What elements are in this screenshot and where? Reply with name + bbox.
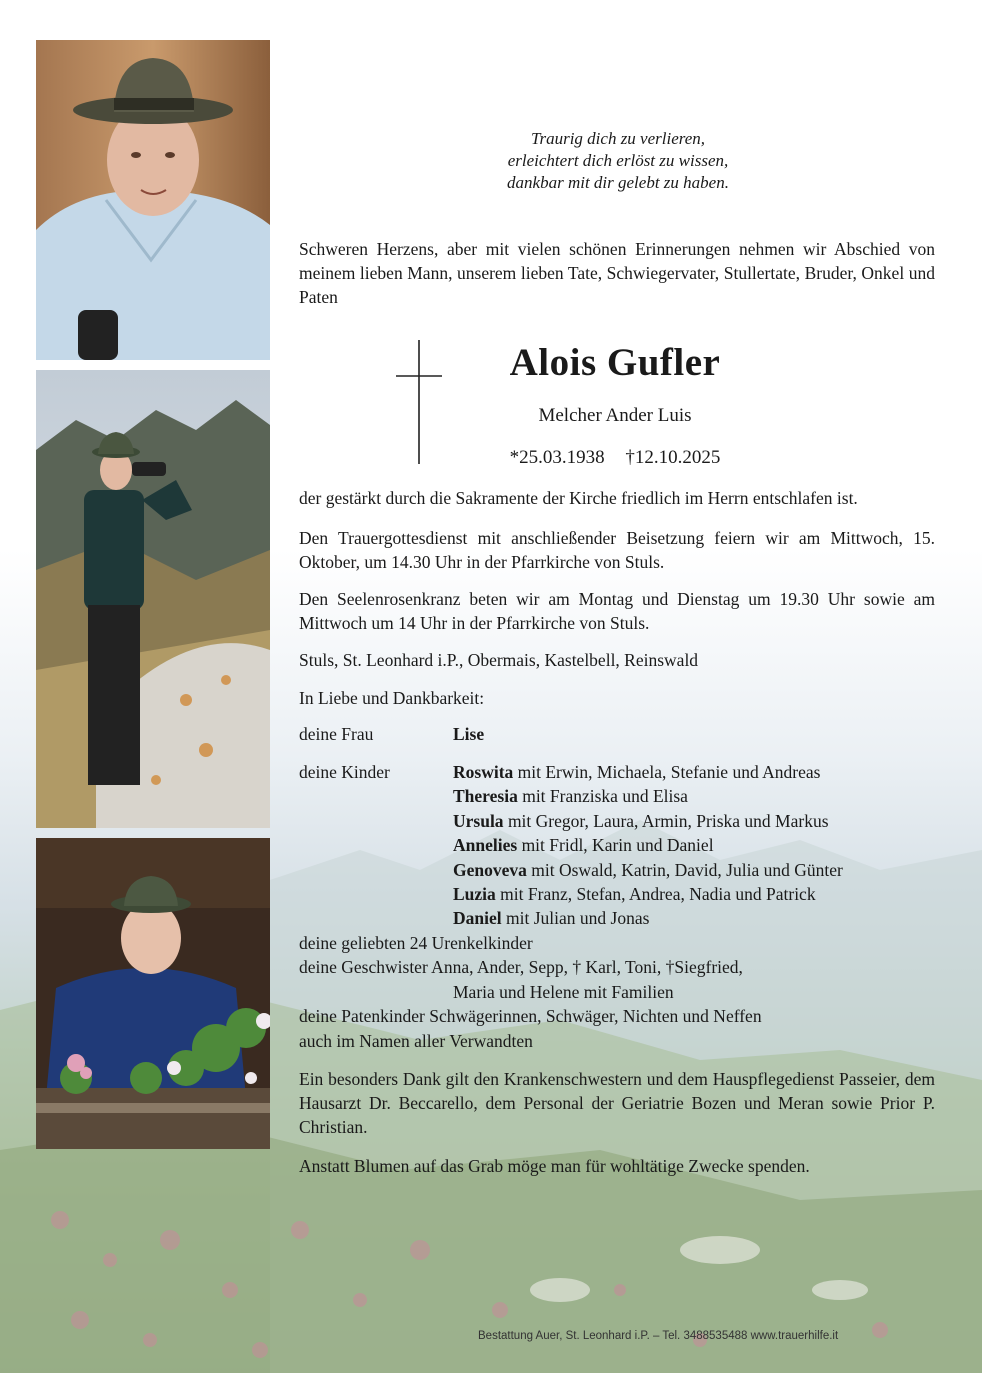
- child-entry: Annelies mit Fridl, Karin und Daniel: [453, 835, 714, 856]
- child-entry: Roswita mit Erwin, Michaela, Stefanie und Andreas: [453, 762, 821, 782]
- wife-name: Lise: [453, 724, 485, 744]
- places-line: Stuls, St. Leonhard i.P., Obermais, Kastelbell, Reinswald: [299, 650, 699, 670]
- rosary-info: Den Seelenrosenkranz beten wir am Montag und Dienstag um 19.30 Uhr sowie am Mittwoch um 14 Uhr in der Pfarrkirche von Stuls.: [299, 589, 935, 633]
- relatives-line: Maria und Helene mit Familien: [453, 981, 674, 1002]
- child-entry: Theresia mit Franziska und Elisa: [453, 786, 688, 807]
- funeral-info: Den Trauergottesdienst mit anschließender Beisetzung feiern wir am Mittwoch, 15. Oktober, um 14.30 Uhr in der Pfarrkirche von Stuls.: [299, 528, 935, 572]
- funeral-home-footer: Bestattung Auer, St. Leonhard i.P. – Tel. 3488535488 www.trauerhilfe.it: [478, 1330, 839, 1342]
- deceased-name: Alois Gufler: [509, 341, 721, 384]
- intro-text: Schweren Herzens, aber mit vielen schönen Erinnerungen nehmen wir Abschied von meinem lieben Mann, unserem lieben Tate, Schwiegervater, Stullertate, Bruder, Onkel und Paten: [299, 239, 935, 307]
- acknowledgement-text: Ein besonders Dank gilt den Krankenschwestern und dem Hauspflegedienst Passeier, dem Hausarzt Dr. Beccarello, dem Personal der Geriatrie Bozen und Meran sowie Prior P. Christian.: [299, 1069, 935, 1137]
- portrait-photo-1: [36, 40, 270, 360]
- relatives-line: deine geliebten 24 Urenkelkinder: [299, 933, 533, 953]
- relatives-line: auch im Namen aller Verwandten: [299, 1030, 533, 1051]
- child-entry: Luzia mit Franz, Stefan, Andrea, Nadia und Patrick: [453, 883, 816, 904]
- sacrament-line: der gestärkt durch die Sakramente der Kirche friedlich im Herrn entschlafen ist.: [299, 488, 858, 508]
- donation-note: Anstatt Blumen auf das Grab möge man für wohltätige Zwecke spenden.: [299, 1156, 810, 1176]
- child-entry: Ursula mit Gregor, Laura, Armin, Priska und Markus: [453, 810, 829, 831]
- binoculars-photo: [36, 370, 270, 828]
- window-photo: [36, 838, 270, 1149]
- verse-line: erleichtert dich erlöst zu wissen,: [507, 151, 729, 170]
- children-list: [299, 760, 939, 931]
- child-entry: Daniel mit Julian und Jonas: [453, 908, 650, 929]
- children-label: deine Kinder: [299, 762, 390, 782]
- child-entry: Genoveva mit Oswald, Katrin, David, Julia und Günter: [453, 859, 843, 880]
- thanks-heading: In Liebe und Dankbarkeit:: [299, 688, 485, 708]
- deceased-nickname: Melcher Ander Luis: [538, 405, 692, 426]
- verse-line: dankbar mit dir gelebt zu haben.: [507, 173, 729, 192]
- verse-line: Traurig dich zu verlieren,: [530, 129, 706, 148]
- birth-date: *25.03.1938: [509, 447, 605, 468]
- death-date: †12.10.2025: [625, 447, 721, 468]
- life-dates: [420, 446, 810, 470]
- memorial-verse: [300, 128, 936, 194]
- wife-row: [299, 722, 939, 746]
- relatives-line: deine Geschwister Anna, Ander, Sepp, † Karl, Toni, †Siegfried,: [299, 957, 743, 978]
- other-relatives: [299, 931, 939, 1053]
- wife-label: deine Frau: [299, 724, 374, 744]
- relatives-line: deine Patenkinder Schwägerinnen, Schwäger, Nichten und Neffen: [299, 1006, 762, 1027]
